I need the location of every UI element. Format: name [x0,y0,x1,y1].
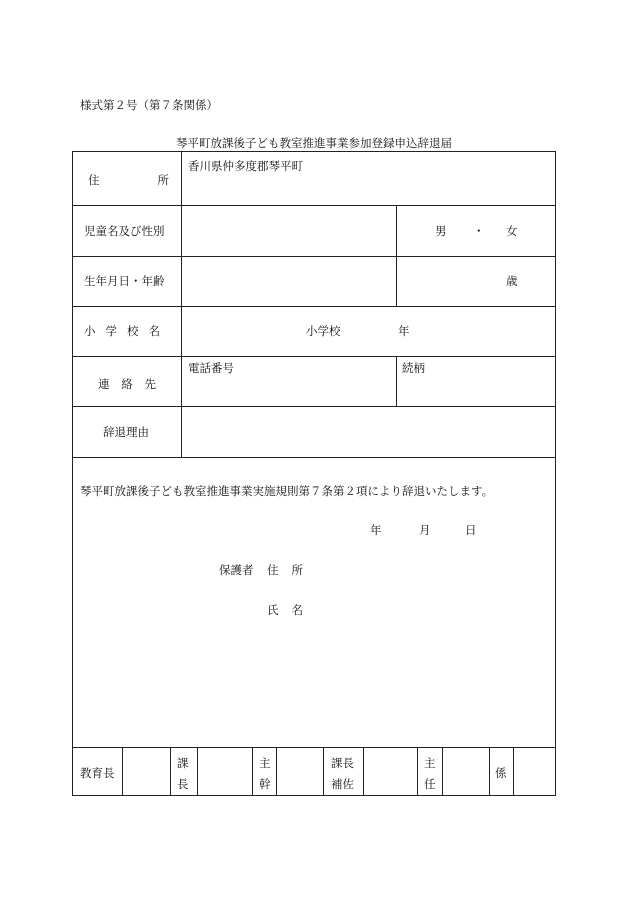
application-form [72,151,556,796]
approval-shukan-1: 主 [259,756,271,770]
school-label: 小 学 校 名 [84,324,160,338]
phone-label: 電話番号 [188,361,234,375]
child-name-label: 児童名及び性別 [84,224,165,238]
row-divider [73,356,555,357]
row-divider [73,306,555,307]
approval-kacho-hosa-1: 課長 [331,756,354,770]
declaration-text: 琴平町放課後子ども教室推進事業実施規則第７条第２項により辞退いたします。 [80,484,494,498]
reason-label: 辞退理由 [103,425,149,439]
approval-divider [513,747,514,795]
guardian-name: 氏 名 [267,603,303,617]
school-suffix: 小学校 [306,324,341,338]
row-divider [73,747,555,748]
date-year: 年 [370,523,382,537]
approval-shunin-1: 主 [424,756,436,770]
approval-kacho-hosa-2: 補佐 [331,777,354,791]
gender-separator: ・ [473,224,485,238]
form-title: 琴平町放課後子ども教室推進事業参加登録申込辞退届 [176,136,452,150]
relation-label: 続柄 [402,361,425,375]
approval-divider [252,747,253,795]
approval-shunin-2: 任 [424,777,436,791]
approval-kacho-1: 課 [177,756,189,770]
approval-divider [122,747,123,795]
age-unit: 歳 [506,274,518,288]
grade-suffix: 年 [398,324,410,338]
row-divider [73,457,555,458]
approval-kacho-2: 長 [177,777,189,791]
address-label: 住 所 [88,173,169,187]
gender-female: 女 [506,224,518,238]
guardian-label: 保護者 [219,563,254,577]
form-number: 様式第２号（第７条関係） [80,98,218,112]
approval-kyoikucho: 教育長 [80,766,115,780]
date-day: 日 [465,523,477,537]
guardian-address: 住 所 [267,563,303,577]
date-month: 月 [419,523,431,537]
relation-column-divider [396,356,397,406]
address-value: 香川県仲多度郡琴平町 [188,159,303,173]
approval-divider [276,747,277,795]
row-divider [73,205,555,206]
approval-divider [363,747,364,795]
approval-divider [197,747,198,795]
gender-male: 男 [435,224,447,238]
contact-label: 連 絡 先 [98,377,156,391]
label-column-divider [181,152,182,457]
approval-kakari: 係 [495,766,507,780]
approval-divider [417,747,418,795]
gender-column-divider [396,205,397,306]
row-divider [73,256,555,257]
approval-shukan-2: 幹 [259,777,271,791]
approval-divider [442,747,443,795]
approval-divider [489,747,490,795]
birth-date-label: 生年月日・年齢 [84,274,165,288]
approval-divider [170,747,171,795]
approval-divider [323,747,324,795]
row-divider [73,406,555,407]
